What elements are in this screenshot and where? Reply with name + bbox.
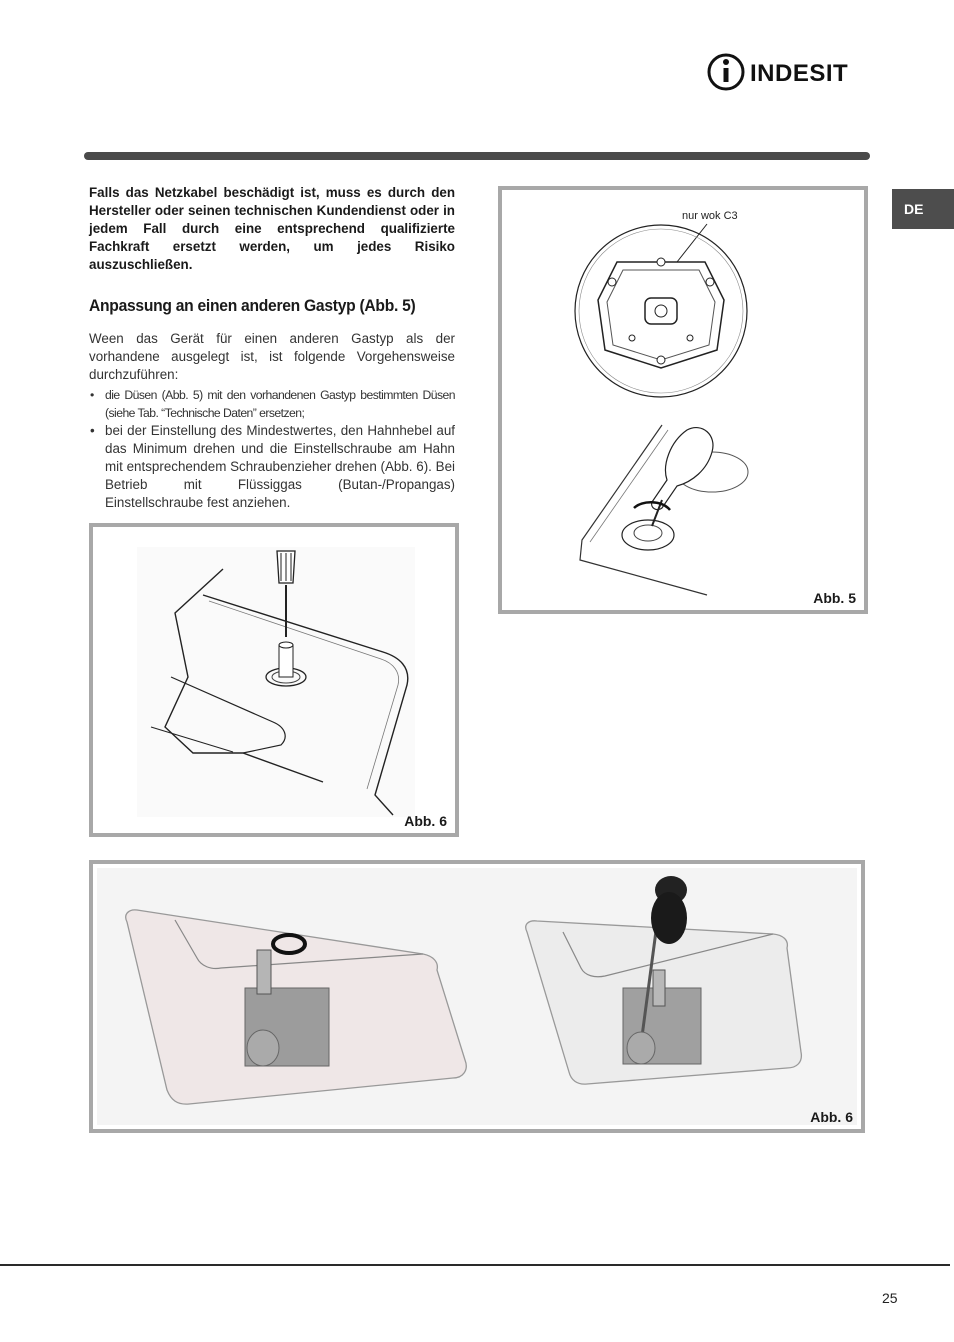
valve-screw-illustrations bbox=[93, 864, 861, 1129]
figure-abb5 bbox=[498, 186, 868, 614]
callout-label: nur wok C3 bbox=[682, 210, 738, 222]
figure-label: Abb. 6 bbox=[404, 813, 447, 829]
footer-rule bbox=[0, 1264, 950, 1266]
figure-abb6-large bbox=[89, 860, 865, 1133]
page-number: 25 bbox=[882, 1290, 898, 1306]
burner-illustration bbox=[502, 190, 864, 610]
figure-abb6-small bbox=[89, 523, 459, 837]
figure-label: Abb. 5 bbox=[813, 590, 856, 606]
intro-paragraph: Ween das Gerät für einen anderen Gastyp als der vorhandene ausgelegt ist, ist folgende Vorgehensweise durchzuführen: bbox=[89, 331, 455, 382]
indesit-logo bbox=[706, 50, 866, 94]
instruction-list bbox=[89, 386, 455, 512]
nozzle-adjust-illustration bbox=[93, 527, 455, 833]
language-tab: DE bbox=[892, 189, 954, 229]
list-item: • die Düsen (Abb. 5) mit den vorhandenen Gastyp bestimmten Düsen (siehe Tab. “Technische Daten” ersetzen; bbox=[89, 386, 455, 422]
text-column bbox=[89, 184, 455, 512]
svg-text:INDESIT: INDESIT bbox=[750, 60, 849, 87]
top-rule bbox=[84, 152, 870, 160]
section-title: Anpassung an einen anderen Gastyp (Abb. 5) bbox=[89, 296, 416, 315]
list-item: • bei der Einstellung des Mindestwertes, den Hahnhebel auf das Minimum drehen und die Einstellschraube am Hahn mit entsprechendem Schraubenzieher drehen (Abb. 6). Bei Betrieb mit Flüssiggas (Butan-/Propangas) Einstellschraube fest anziehen. bbox=[89, 422, 455, 512]
figure-label: Abb. 6 bbox=[810, 1109, 853, 1125]
power-cable-warning: Falls das Netzkabel beschädigt ist, muss es durch den Hersteller oder seinen technischen Kundendienst oder in jedem Fall durch eine entsprechend qualifizierte Fachkraft ersetzt werden, um jedes Risiko auszuschließen. bbox=[89, 185, 455, 272]
